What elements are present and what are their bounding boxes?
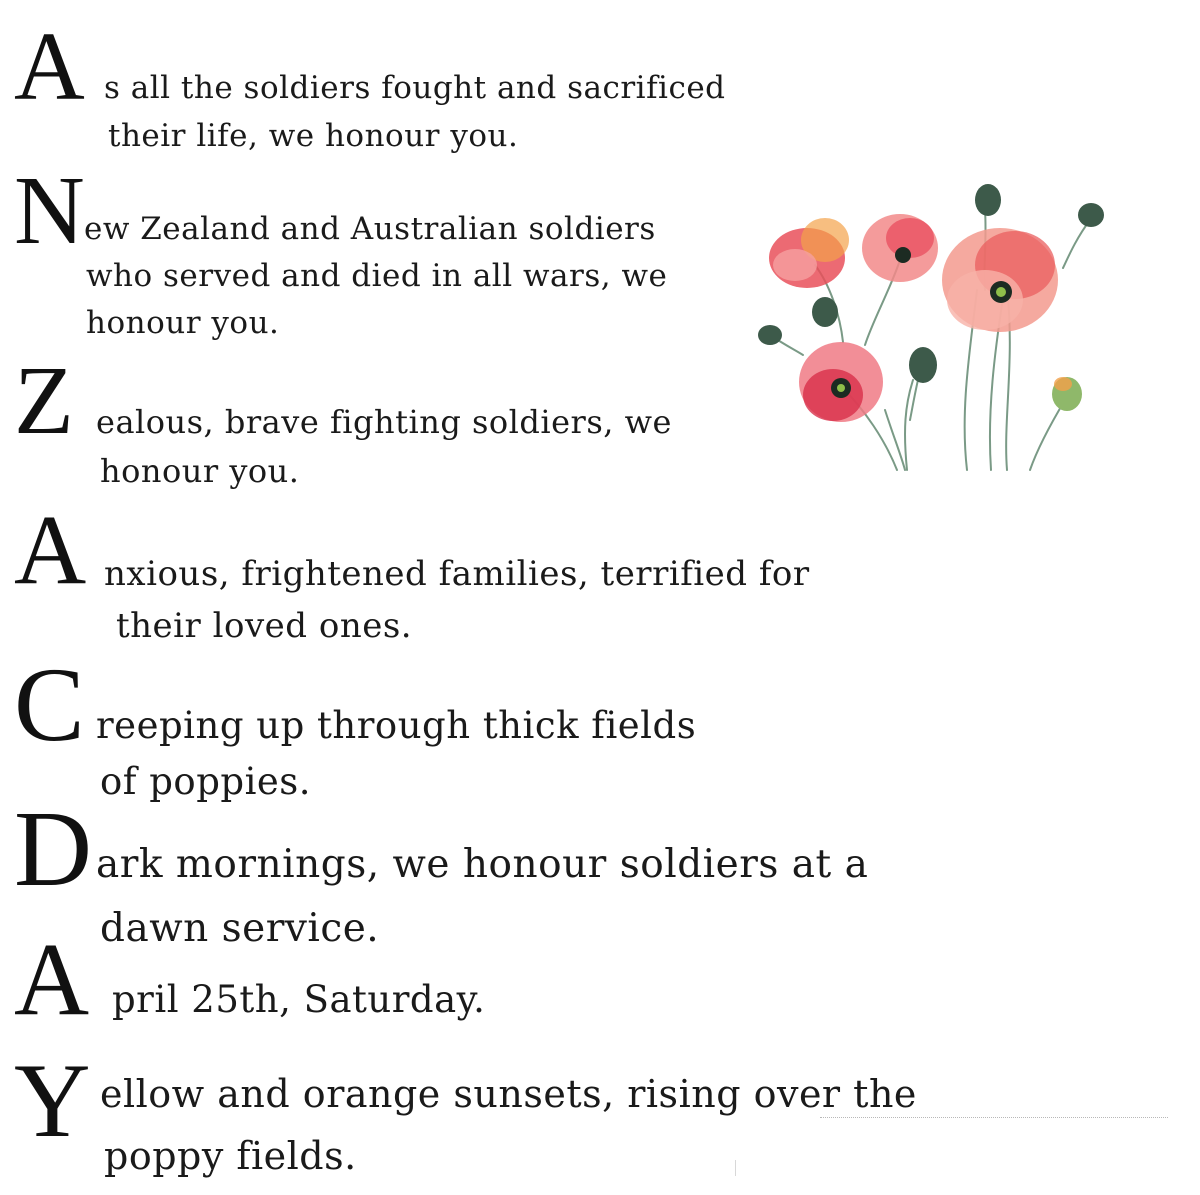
initial-letter: C: [14, 646, 85, 763]
poem-line: ew Zealand and Australian soldiers: [84, 211, 656, 247]
poem-line: their life, we honour you.: [108, 118, 519, 154]
poem-line: reeping up through thick fields: [96, 704, 697, 747]
poem-line: of poppies.: [100, 760, 312, 803]
poem-line: nxious, frightened families, terrified for: [104, 554, 810, 594]
poem-line: ellow and orange sunsets, rising over the: [100, 1072, 917, 1116]
initial-letter: D: [14, 790, 92, 909]
poem-line: who served and died in all wars, we: [86, 258, 668, 294]
poem-line: ealous, brave fighting soldiers, we: [96, 403, 672, 441]
initial-letter: A: [14, 13, 85, 121]
initial-letter: Z: [14, 347, 74, 455]
initial-letter: N: [14, 157, 85, 265]
poem-line: ark mornings, we honour soldiers at a: [96, 842, 869, 887]
poem-line: their loved ones.: [116, 606, 413, 646]
initial-letter: A: [14, 494, 87, 605]
dotted-rule: [820, 1117, 1168, 1118]
poem-line: honour you.: [100, 452, 300, 490]
poppy-flowers-icon: [745, 170, 1125, 480]
initial-letter: Y: [14, 1042, 91, 1159]
page-tick-mark: [735, 1160, 736, 1176]
poem-line: pril 25th, Saturday.: [112, 978, 486, 1021]
poem-line: s all the soldiers fought and sacrificed: [104, 70, 726, 106]
poem-line: poppy fields.: [104, 1134, 357, 1178]
initial-letter: A: [14, 922, 90, 1037]
poem-line: honour you.: [86, 305, 280, 341]
poem-line: dawn service.: [100, 906, 380, 951]
